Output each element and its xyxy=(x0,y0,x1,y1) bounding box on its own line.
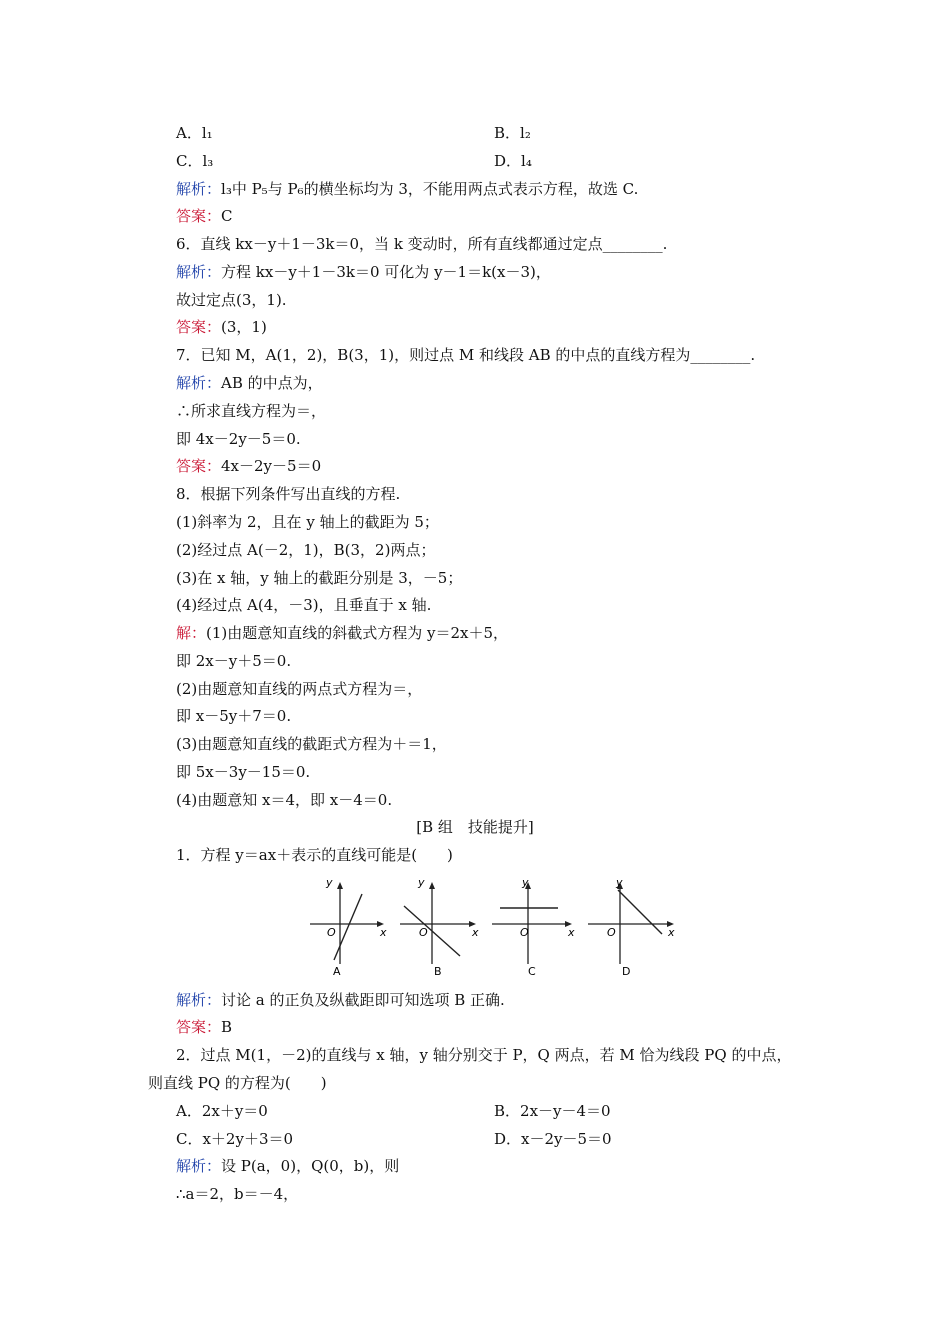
question-7: 7．已知 M，A(1，2)，B(3，1)，则过点 M 和线段 AB 的中点的直线方程为________. xyxy=(176,346,756,364)
analysis-line xyxy=(176,179,638,199)
origin-label: O xyxy=(327,926,336,939)
graph-c xyxy=(492,876,575,978)
answer-text: (3，1) xyxy=(221,318,267,336)
question-8-part-4: (4)经过点 A(4，－3)，且垂直于 x 轴. xyxy=(176,596,432,614)
analysis-text: AB 的中点为， xyxy=(221,374,323,392)
question-8-part-2: (2)经过点 A(－2，1)，B(3，2)两点； xyxy=(176,541,436,559)
solution-line: 即 4x－2y－5＝0. xyxy=(176,430,301,448)
solution-line: (4)由题意知 x＝4，即 x－4＝0. xyxy=(176,791,393,809)
solution-text: (1)由题意知直线的斜截式方程为 y＝2x＋5， xyxy=(206,624,509,642)
graph-label: A xyxy=(333,965,341,978)
option-c-l3: C．l₃ xyxy=(176,152,214,170)
solution-line: (3)由题意知直线的截距式方程为＋＝1， xyxy=(176,735,447,753)
option-b-l2: B．l₂ xyxy=(494,124,531,142)
analysis-label: 解析： xyxy=(176,991,222,1009)
question-b1: 1．方程 y＝ax＋表示的直线可能是( ) xyxy=(176,846,453,864)
graph-label: C xyxy=(528,965,536,978)
analysis-text: 方程 kx－y＋1－3k＝0 可化为 y－1＝k(x－3)， xyxy=(221,263,551,281)
question-8: 8．根据下列条件写出直线的方程. xyxy=(176,485,401,503)
origin-label: O xyxy=(520,926,529,939)
answer-line xyxy=(176,317,267,337)
graph-b xyxy=(400,876,479,978)
analysis-text: l₃中 P₅与 P₆的横坐标均为 3，不能用两点式表示方程，故选 C. xyxy=(221,180,639,198)
solution-line: 故过定点(3，1). xyxy=(176,291,287,309)
answer-text: B xyxy=(221,1018,233,1036)
option-a-l1: A．l₁ xyxy=(176,124,213,142)
solution-line: 即 5x－3y－15＝0. xyxy=(176,763,311,781)
answer-label: 答案： xyxy=(176,207,222,225)
answer-label: 答案： xyxy=(176,318,222,336)
answer-label: 答案： xyxy=(176,1018,222,1036)
solution-label: 解： xyxy=(176,624,207,642)
analysis-label: 解析： xyxy=(176,374,222,392)
analysis-line xyxy=(176,262,551,282)
axis-y-label: y xyxy=(418,876,425,889)
solution-line: 即 x－5y＋7＝0. xyxy=(176,707,292,725)
options-figure xyxy=(300,872,690,982)
analysis-line xyxy=(176,1156,399,1176)
graph-a xyxy=(310,876,387,978)
question-6: 6．直线 kx－y＋1－3k＝0，当 k 变动时，所有直线都通过定点________. xyxy=(176,235,668,253)
question-b2-cont: 则直线 PQ 的方程为( ) xyxy=(148,1074,327,1092)
answer-line xyxy=(176,1017,232,1037)
axis-x-label: x xyxy=(380,926,387,939)
answer-line xyxy=(176,456,321,476)
analysis-text: 讨论 a 的正负及纵截距即可知选项 B 正确. xyxy=(221,991,505,1009)
solution-line: (2)由题意知直线的两点式方程为＝， xyxy=(176,680,423,698)
graph-label: B xyxy=(434,965,442,978)
graph-d xyxy=(588,876,675,978)
axis-y-label: y xyxy=(522,876,529,889)
question-8-part-1: (1)斜率为 2，且在 y 轴上的截距为 5； xyxy=(176,513,439,531)
axis-x-label: x xyxy=(668,926,675,939)
option-d: D．x－2y－5＝0 xyxy=(494,1130,612,1148)
option-c: C．x＋2y＋3＝0 xyxy=(176,1130,294,1148)
analysis-label: 解析： xyxy=(176,1157,222,1175)
solution-line: ∴所求直线方程为＝， xyxy=(176,402,327,420)
option-b: B．2x－y－4＝0 xyxy=(494,1102,611,1120)
graph-label: D xyxy=(622,965,631,978)
answer-text: C xyxy=(221,207,233,225)
axis-x-label: x xyxy=(568,926,575,939)
question-8-part-3: (3)在 x 轴，y 轴上的截距分别是 3，－5； xyxy=(176,569,463,587)
axis-y-label: y xyxy=(616,876,623,889)
axis-y-label: y xyxy=(326,876,333,889)
question-b2: 2．过点 M(1，－2)的直线与 x 轴，y 轴分别交于 P，Q 两点，若 M 恰为线段 PQ 的中点， xyxy=(176,1046,792,1064)
solution-line xyxy=(176,623,508,643)
analysis-line xyxy=(176,373,323,393)
solution-line: 即 2x－y＋5＝0. xyxy=(176,652,292,670)
analysis-label: 解析： xyxy=(176,180,222,198)
analysis-label: 解析： xyxy=(176,263,222,281)
solution-line: ∴a＝2，b＝－4， xyxy=(176,1185,299,1203)
origin-label: O xyxy=(419,926,428,939)
origin-label: O xyxy=(607,926,616,939)
answer-text: 4x－2y－5＝0 xyxy=(221,457,322,475)
analysis-text: 设 P(a，0)，Q(0，b)，则 xyxy=(221,1157,400,1175)
option-d-l4: D．l₄ xyxy=(494,152,532,170)
section-heading: [B 组 技能提升] xyxy=(416,818,534,836)
axis-x-label: x xyxy=(472,926,479,939)
answer-line xyxy=(176,206,233,226)
option-a: A．2x＋y＝0 xyxy=(176,1102,268,1120)
answer-label: 答案： xyxy=(176,457,222,475)
analysis-line xyxy=(176,990,505,1010)
